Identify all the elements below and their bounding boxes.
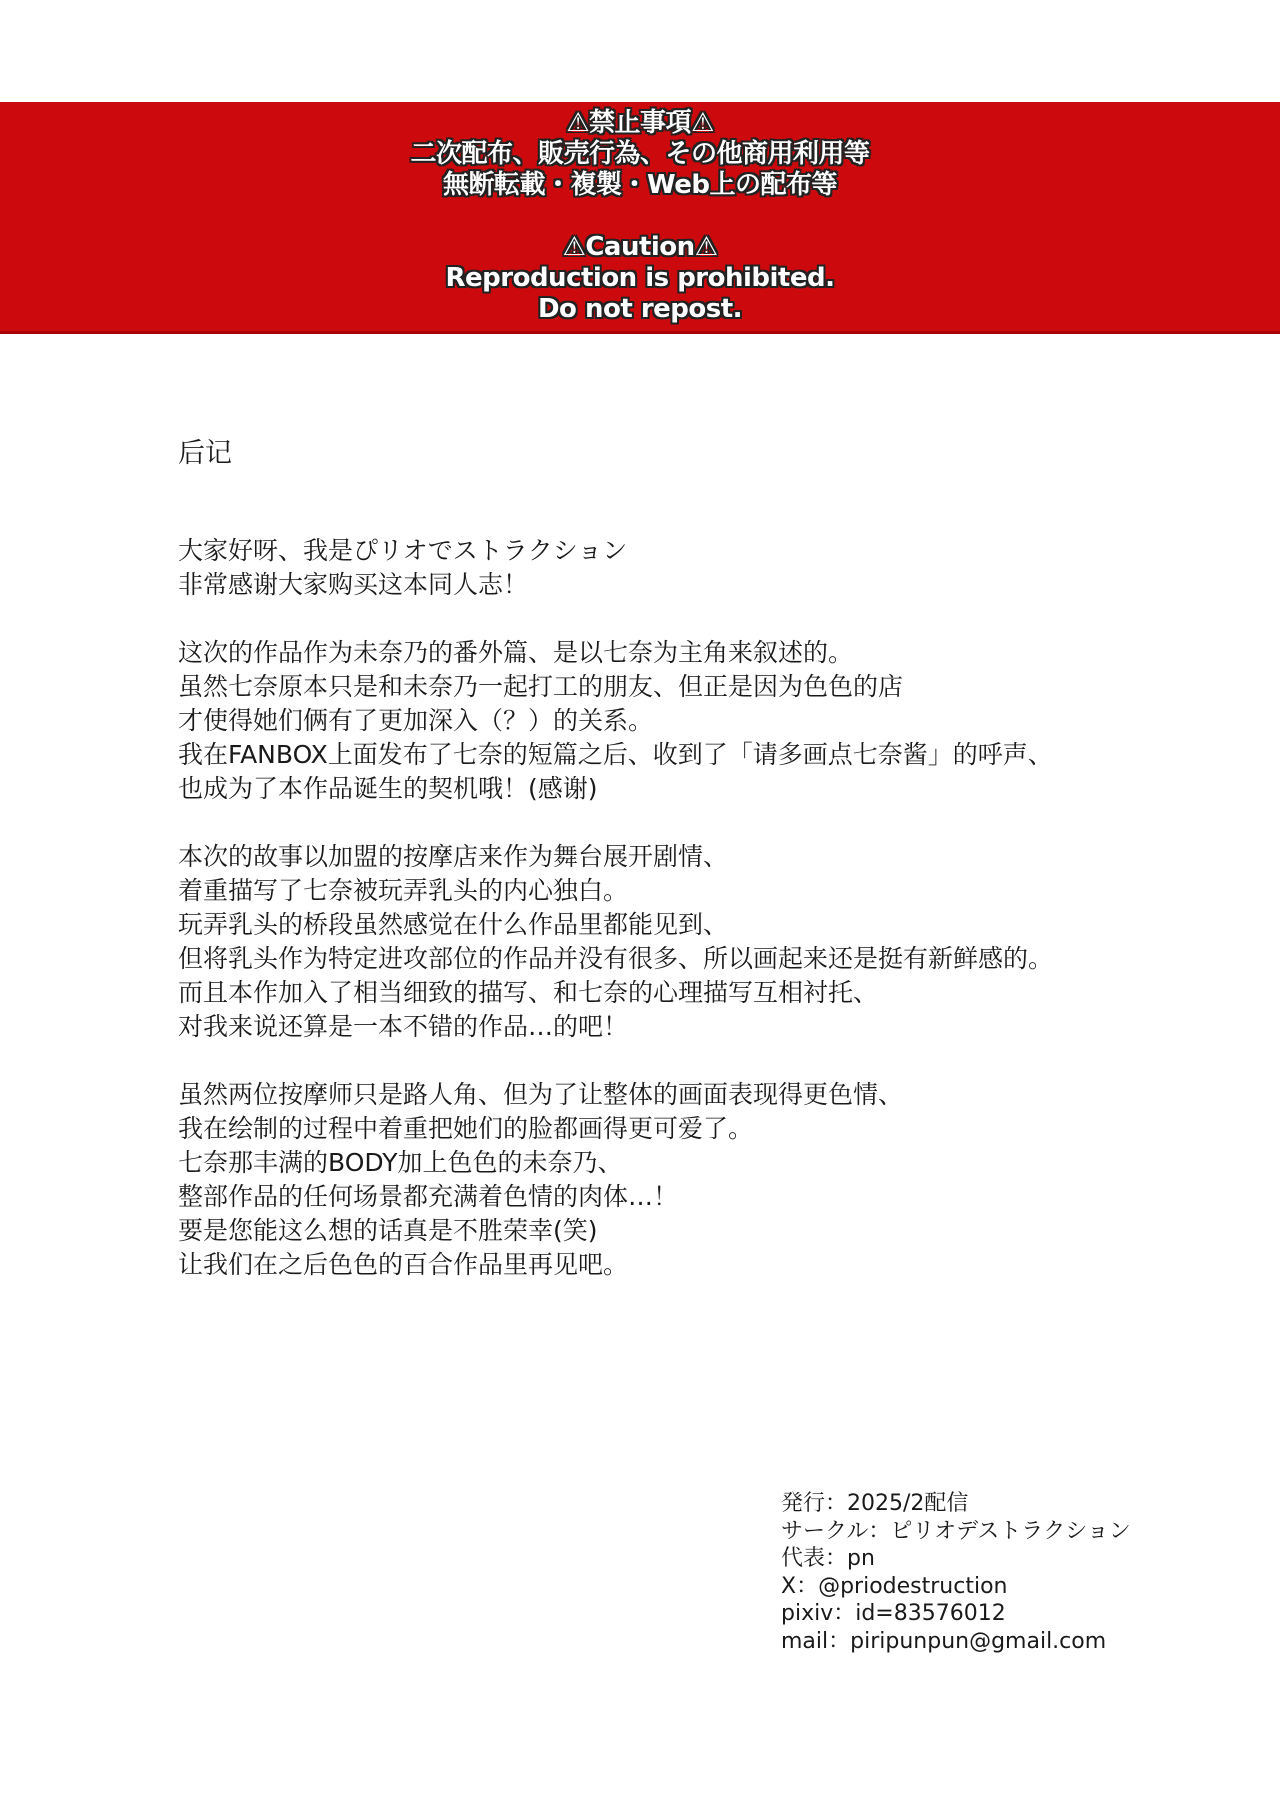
en-prohibition-line-2: Do not repost. <box>537 294 743 324</box>
afterword-line: 七奈那丰满的BODY加上色色的未奈乃、 <box>178 1148 623 1177</box>
afterword-line: 而且本作加入了相当细致的描写、和七奈的心理描写互相衬托、 <box>178 978 879 1007</box>
afterword-line: 才使得她们俩有了更加深入（？）的关系。 <box>178 706 654 735</box>
afterword-paragraph-4 <box>178 1078 1238 1282</box>
afterword-line: 对我来说还算是一本不错的作品…的吧！ <box>178 1012 629 1041</box>
colophon-published: 発行：2025/2配信 <box>781 1491 969 1516</box>
afterword-line: 让我们在之后色色的百合作品里再见吧。 <box>178 1250 629 1279</box>
afterword-paragraph-2 <box>178 636 1238 806</box>
afterword-line: 玩弄乳头的桥段虽然感觉在什么作品里都能见到、 <box>178 910 729 939</box>
colophon-mail: mail：piripunpun@gmail.com <box>781 1628 1107 1654</box>
colophon-representative: 代表：pn <box>781 1546 875 1571</box>
en-caution-heading: ⚠Caution⚠ <box>562 232 718 262</box>
afterword-line: 本次的故事以加盟的按摩店来作为舞台展开剧情、 <box>178 842 729 871</box>
afterword-line: 我在绘制的过程中着重把她们的脸都画得更可爱了。 <box>178 1114 754 1143</box>
colophon-circle: サークル：ピリオデストラクション <box>781 1518 1131 1544</box>
afterword-line: 虽然两位按摩师只是路人角、但为了让整体的画面表现得更色情、 <box>178 1080 904 1109</box>
afterword-line: 这次的作品作为未奈乃的番外篇、是以七奈为主角来叙述的。 <box>178 638 854 667</box>
jp-caution-heading: ⚠禁止事項⚠ <box>566 108 714 138</box>
prohibition-banner <box>0 102 1280 334</box>
afterword-line: 大家好呀、我是ぴリオでストラクション <box>178 536 628 565</box>
afterword-line: 但将乳头作为特定进攻部位的作品并没有很多、所以画起来还是挺有新鲜感的。 <box>178 944 1054 973</box>
afterword-body <box>178 534 1238 1316</box>
afterword-line: 整部作品的任何场景都充满着色情的肉体…！ <box>178 1182 679 1211</box>
afterword-paragraph-1 <box>178 534 1238 602</box>
afterword-line: 也成为了本作品诞生的契机哦！(感谢) <box>178 774 598 803</box>
afterword-line: 着重描写了七奈被玩弄乳头的内心独白。 <box>178 876 629 905</box>
colophon-pixiv-id: pixiv：id=83576012 <box>781 1601 1006 1626</box>
jp-prohibition-line-1: 二次配布、販売行為、その他商用利用等 <box>410 139 870 169</box>
afterword-title: 后记 <box>178 438 232 469</box>
afterword-line: 虽然七奈原本只是和未奈乃一起打工的朋友、但正是因为色色的店 <box>178 672 904 701</box>
afterword-line: 要是您能这么想的话真是不胜荣幸(笑) <box>178 1216 598 1245</box>
en-prohibition-line-1: Reproduction is prohibited. <box>445 263 835 293</box>
afterword-line: 我在FANBOX上面发布了七奈的短篇之后、收到了「请多画点七奈酱」的呼声、 <box>178 740 1053 769</box>
colophon <box>781 1490 1241 1655</box>
jp-prohibition-line-2: 無断転載・複製・Web上の配布等 <box>443 170 837 200</box>
banner-spacer <box>0 201 1280 232</box>
colophon-x-account: X：@priodestruction <box>781 1573 1008 1599</box>
afterword-paragraph-3 <box>178 840 1238 1044</box>
afterword-line: 非常感谢大家购买这本同人志！ <box>178 570 529 599</box>
